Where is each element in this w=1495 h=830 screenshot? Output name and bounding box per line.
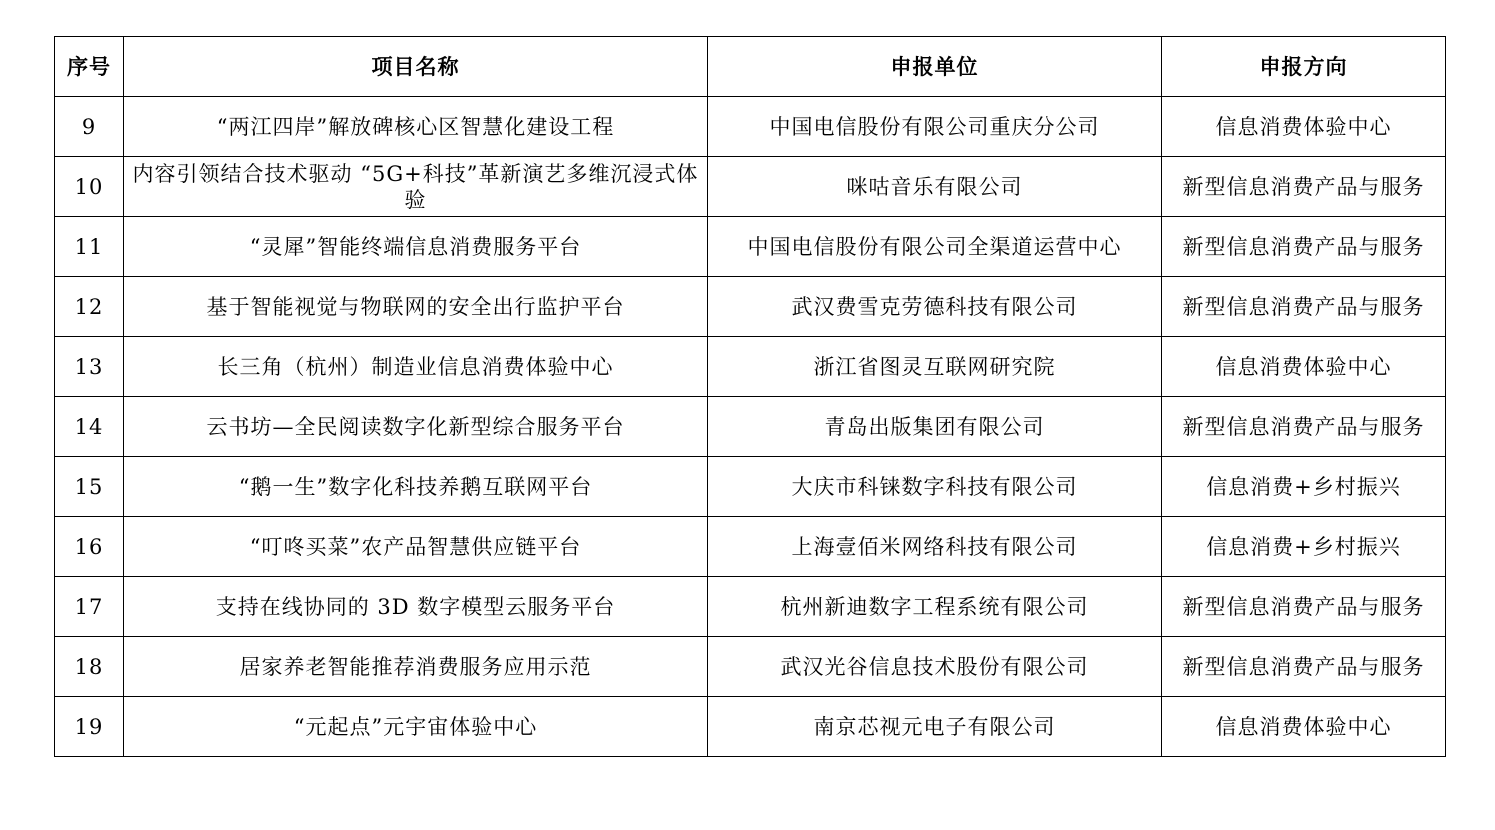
table-row: [55, 277, 1446, 337]
cell-applicant-unit: 浙江省图灵互联网研究院: [708, 337, 1162, 397]
cell-serial-number: 13: [55, 337, 124, 397]
table-row: [55, 97, 1446, 157]
cell-applicant-unit: 上海壹佰米网络科技有限公司: [708, 517, 1162, 577]
cell-project-name: 长三角（杭州）制造业信息消费体验中心: [124, 337, 708, 397]
cell-applicant-unit: 青岛出版集团有限公司: [708, 397, 1162, 457]
cell-application-direction: 信息消费体验中心: [1162, 697, 1446, 757]
table-body: [55, 97, 1446, 757]
cell-project-name: 居家养老智能推荐消费服务应用示范: [124, 637, 708, 697]
cell-serial-number: 9: [55, 97, 124, 157]
project-table: [54, 36, 1446, 757]
cell-applicant-unit: 大庆市科铼数字科技有限公司: [708, 457, 1162, 517]
cell-application-direction: 信息消费体验中心: [1162, 337, 1446, 397]
cell-application-direction: 新型信息消费产品与服务: [1162, 157, 1446, 217]
header-row: [55, 37, 1446, 97]
cell-applicant-unit: 中国电信股份有限公司全渠道运营中心: [708, 217, 1162, 277]
table-row: [55, 577, 1446, 637]
header-applicant-unit: 申报单位: [708, 37, 1162, 97]
cell-application-direction: 新型信息消费产品与服务: [1162, 397, 1446, 457]
cell-project-name: “灵犀”智能终端信息消费服务平台: [124, 217, 708, 277]
table-row: [55, 457, 1446, 517]
cell-applicant-unit: 武汉费雪克劳德科技有限公司: [708, 277, 1162, 337]
cell-serial-number: 19: [55, 697, 124, 757]
table-row: [55, 517, 1446, 577]
cell-applicant-unit: 杭州新迪数字工程系统有限公司: [708, 577, 1162, 637]
table-row: [55, 397, 1446, 457]
cell-project-name: “两江四岸”解放碑核心区智慧化建设工程: [124, 97, 708, 157]
cell-serial-number: 16: [55, 517, 124, 577]
table-row: [55, 157, 1446, 217]
cell-application-direction: 信息消费体验中心: [1162, 97, 1446, 157]
cell-serial-number: 14: [55, 397, 124, 457]
cell-application-direction: 新型信息消费产品与服务: [1162, 277, 1446, 337]
cell-project-name: “元起点”元宇宙体验中心: [124, 697, 708, 757]
table-row: [55, 337, 1446, 397]
cell-project-name: 内容引领结合技术驱动 “5G+科技”革新演艺多维沉浸式体验: [124, 157, 708, 217]
cell-applicant-unit: 南京芯视元电子有限公司: [708, 697, 1162, 757]
cell-application-direction: 新型信息消费产品与服务: [1162, 637, 1446, 697]
header-application-direction: 申报方向: [1162, 37, 1446, 97]
table-row: [55, 637, 1446, 697]
cell-serial-number: 12: [55, 277, 124, 337]
cell-project-name: 基于智能视觉与物联网的安全出行监护平台: [124, 277, 708, 337]
table-row: [55, 217, 1446, 277]
cell-application-direction: 新型信息消费产品与服务: [1162, 217, 1446, 277]
cell-serial-number: 10: [55, 157, 124, 217]
cell-applicant-unit: 咪咕音乐有限公司: [708, 157, 1162, 217]
cell-application-direction: 信息消费+乡村振兴: [1162, 457, 1446, 517]
header-serial-number: 序号: [55, 37, 124, 97]
table-header: [55, 37, 1446, 97]
cell-applicant-unit: 武汉光谷信息技术股份有限公司: [708, 637, 1162, 697]
cell-application-direction: 信息消费+乡村振兴: [1162, 517, 1446, 577]
cell-project-name: 支持在线协同的 3D 数字模型云服务平台: [124, 577, 708, 637]
table-row: [55, 697, 1446, 757]
cell-serial-number: 11: [55, 217, 124, 277]
cell-project-name: 云书坊—全民阅读数字化新型综合服务平台: [124, 397, 708, 457]
cell-project-name: “鹅一生”数字化科技养鹅互联网平台: [124, 457, 708, 517]
cell-project-name: “叮咚买菜”农产品智慧供应链平台: [124, 517, 708, 577]
cell-application-direction: 新型信息消费产品与服务: [1162, 577, 1446, 637]
cell-serial-number: 18: [55, 637, 124, 697]
cell-serial-number: 17: [55, 577, 124, 637]
header-project-name: 项目名称: [124, 37, 708, 97]
cell-applicant-unit: 中国电信股份有限公司重庆分公司: [708, 97, 1162, 157]
cell-serial-number: 15: [55, 457, 124, 517]
